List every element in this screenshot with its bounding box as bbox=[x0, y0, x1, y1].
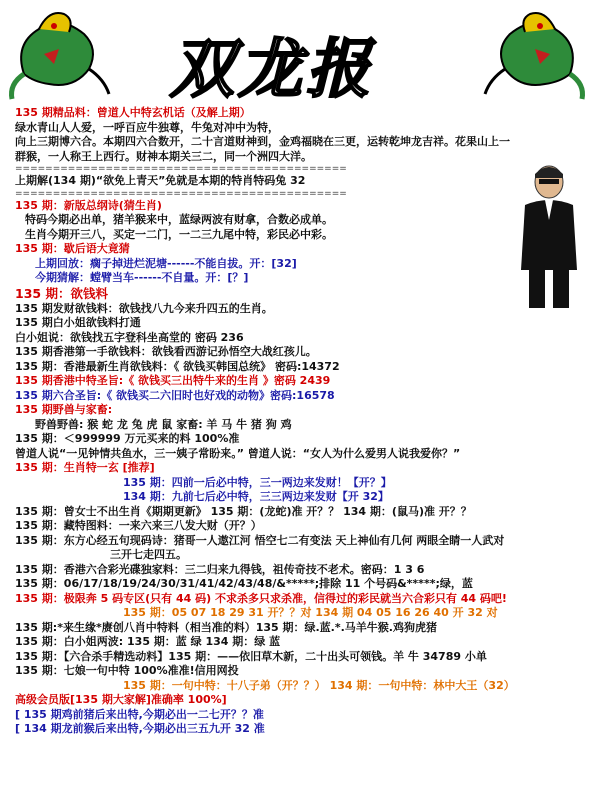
text-line: 上期回放：瘸子掉进烂泥塘------不能自拔。开：[32] bbox=[35, 256, 297, 270]
text-line: 上期解(134 期)“欲免上青天”免就是本期的特肖特码兔 32 bbox=[15, 174, 306, 187]
text-line: 绿水青山人人爱，一呼百应牛独尊，牛兔对冲中为特， bbox=[15, 120, 279, 134]
text-line: 135 期：极限奔 5 码专区(只有 44 码) 不求杀多只求杀准，信得过的彩民就当六合彩只有 44 码吧! bbox=[15, 591, 507, 605]
divider: ============================================ bbox=[15, 188, 347, 199]
text-line: 135 期：香港六合彩光碟独家料：三二归来九得钱，祖传奇技不老术。密码：1 3 6 bbox=[15, 562, 425, 576]
text-line: 134 期：九前七后必中特，三三两边来发财【开 32】 bbox=[123, 490, 389, 503]
text-line: 135 期：＜999999 万元买来的料 100%准 bbox=[15, 432, 240, 445]
divider: ============================================ bbox=[15, 164, 347, 174]
text-line: 135 期：歇后语大竟猜 bbox=[15, 242, 130, 255]
text-line: 135 期：生肖特一玄 [推荐] bbox=[15, 461, 155, 474]
text-line: 135 期香港第一手欲钱料：欲钱看西游记孙悟空大战红孩儿。 bbox=[15, 345, 317, 358]
text-line: 特码今期必出单，猪羊猴来中，蓝绿两波有财拿，合数必成单。 bbox=[25, 213, 333, 226]
text-line: 白小姐说：欲钱找五字登科坐高堂的 密码 236 bbox=[15, 330, 244, 344]
text-line: [ 135 期鸡前猪后来出特,今期必出一二七开？？准 bbox=[15, 707, 264, 721]
text-line: 135 期：05 07 18 29 31 开？？对 134 期 04 05 16 26 40 开 32 对 bbox=[123, 606, 498, 619]
text-line: [ 134 期龙前猴后来出特,今期必出三五九开 32 准 bbox=[15, 722, 265, 735]
text-line: 高级会员版[135 期大家解]准确率 100%] bbox=[15, 693, 227, 706]
text-line: 135 期：香港最新生肖欲钱料：《 欲钱买韩国总统》 密码:14372 bbox=[15, 359, 340, 373]
text-line: 135 期发财欲钱料：欲钱找八九今来升四五的生肖。 bbox=[15, 301, 273, 315]
dragon-right-icon bbox=[478, 4, 590, 104]
text-line: 向上三期博六合。本期四六合数开，二十言道财神到，金鸡福晓在三更，运转乾坤龙吉祥。花果山上一 bbox=[15, 135, 510, 148]
text-line: 曾道人说“一见钟情共鱼水，三一姨子常盼来。” 曾道人说：“女人为什么爱男人说我爱你？” bbox=[15, 446, 461, 460]
text-line: 135 期：四前一后必中特，三一两边来发财！【开？】 bbox=[123, 475, 392, 489]
text-line: 野兽野兽: 猴 蛇 龙 兔 虎 鼠 家畜: 羊 马 牛 猪 狗 鸡 bbox=[35, 417, 292, 431]
dragon-left-icon bbox=[4, 4, 116, 104]
article-body bbox=[15, 106, 587, 737]
text-line: 135 期：【六合杀手精选动料】135 期：——依旧草木新，二十出头可领钱。羊 牛 34789 小单 bbox=[15, 649, 487, 663]
text-line: 135 期野兽与家畜: bbox=[15, 403, 113, 416]
text-line: 今期猜解：螳臂当车------不自量。开：[？] bbox=[35, 271, 249, 284]
text-line: 135 期：七娘一句中特 100%准准!信用网投 bbox=[15, 664, 239, 677]
text-line: 135 期精品料：曾道人中特玄机话（及解上期） bbox=[15, 106, 251, 119]
text-line: 135 期六合圣旨:《 欲钱买二六旧时也好戏的动物》密码:16578 bbox=[15, 388, 335, 402]
text-line: 三开七走四五。 bbox=[110, 548, 187, 561]
text-line: 135 期白小姐欲钱料打通 bbox=[15, 316, 141, 329]
text-line: 生肖今期开三八，买定一二门，一二三九尾中特，彩民必中彩。 bbox=[25, 227, 333, 241]
text-line: 135 期：白小姐两波: 135 期：蓝 绿 134 期：绿 蓝 bbox=[15, 635, 281, 648]
text-line: 135 期：06/17/18/19/24/30/31/41/42/43/48/&*****;排除 11 个号码&*****;绿，蓝 bbox=[15, 577, 473, 590]
text-line: 群猴，一人称王上西行。财神本期关三二，同一个洲四大洋。 bbox=[15, 149, 312, 163]
text-line: 135 期：一句中特：十八子弟（开？？） 134 期：一句中特：林中大王（32） bbox=[123, 678, 515, 692]
text-line: 135 期：东方心经五句现码诗：猪哥一人遨江河 悟空七二有变法 天上神仙有几何 两眼全睛一人武对 bbox=[15, 533, 505, 547]
page-title: 双龙报 bbox=[170, 32, 374, 107]
text-line: 135 期:*来生缘*赓创八肖中特料（相当准的料）135 期：绿.蓝.*.马羊牛猴.鸡狗虎猪 bbox=[15, 620, 437, 634]
text-line: 135 期：曾女士不出生肖《期期更新》 135 期：(龙蛇)准 开？？ 134 期：(鼠马)准 开？？ bbox=[15, 504, 472, 518]
text-line: 135 期：新版总纲诗(猜生肖) bbox=[15, 198, 162, 212]
text-line: 135 期香港中特圣旨:《 欲钱买三出特牛来的生肖 》密码 2439 bbox=[15, 374, 331, 387]
text-line: 135 期：藏特图料：一来六来三八发大财（开？） bbox=[15, 519, 262, 532]
text-line: 135 期：欲钱料 bbox=[15, 285, 108, 301]
header-banner bbox=[0, 0, 595, 105]
